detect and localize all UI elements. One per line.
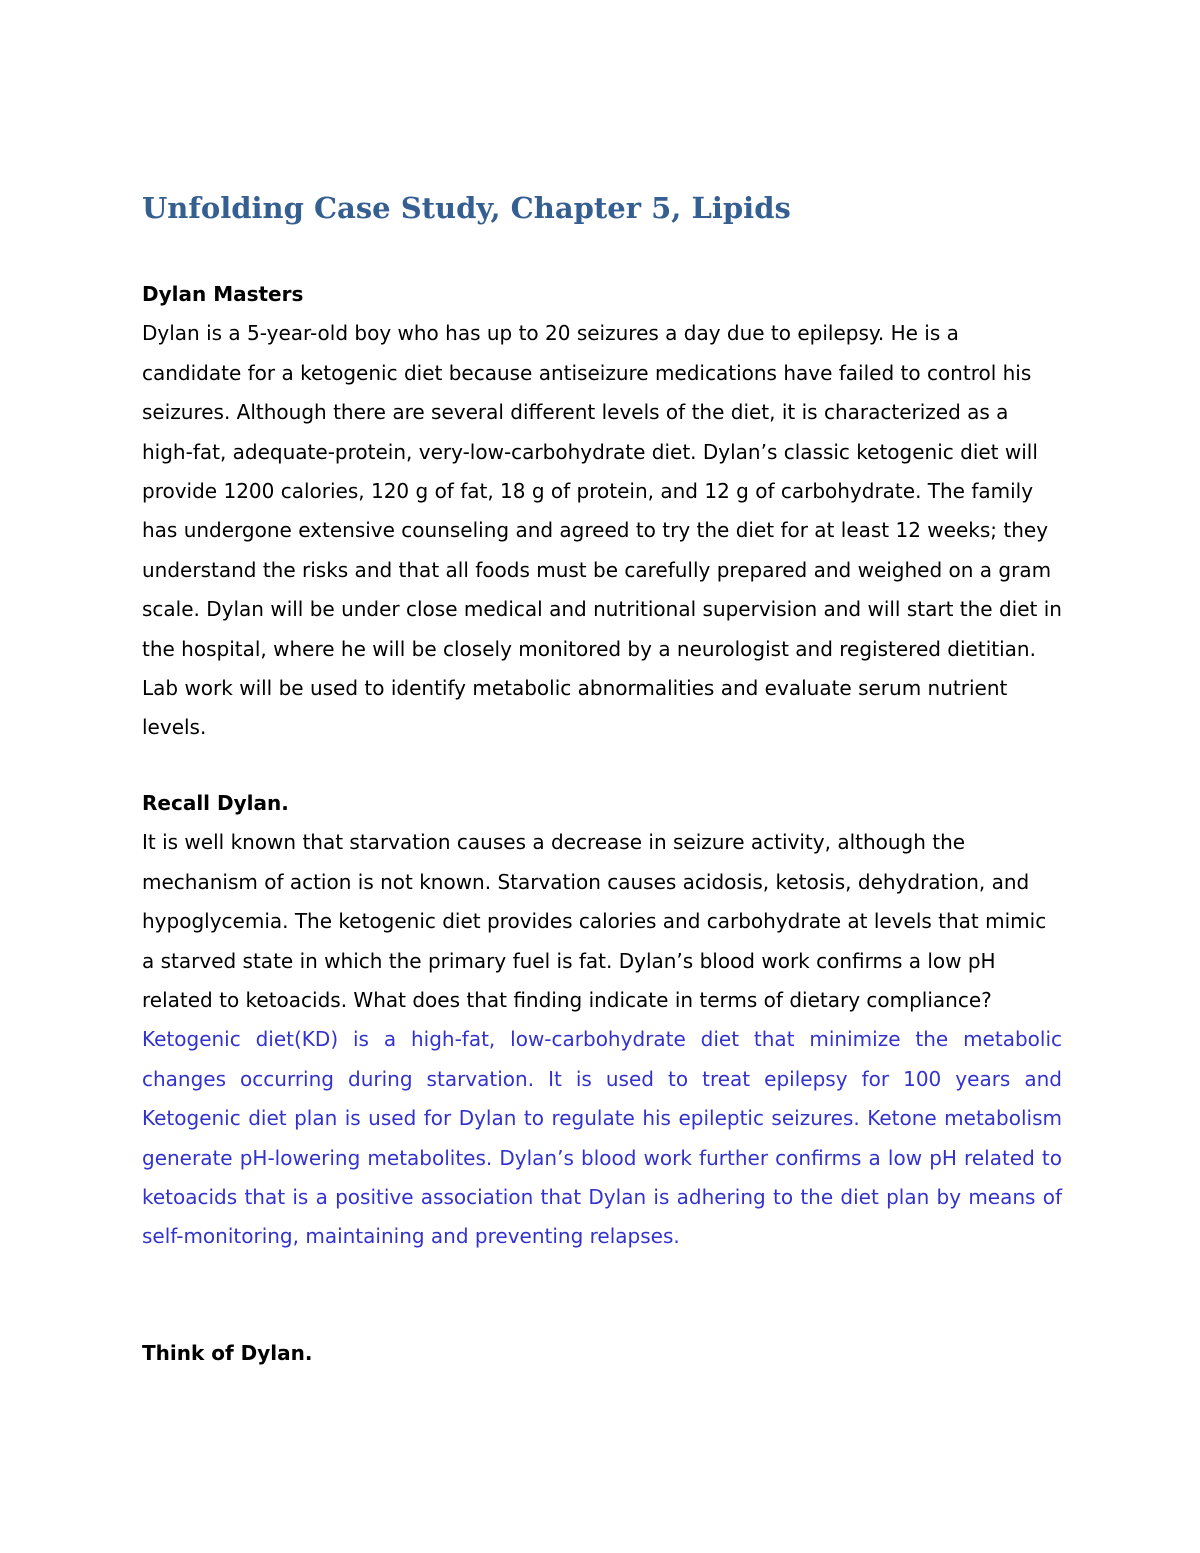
section-think-of-dylan xyxy=(142,1334,1062,1373)
section-recall-dylan xyxy=(142,784,1062,1257)
case-description: Dylan is a 5-year-old boy who has up to 20 seizures a day due to epilepsy. He is a candidate for a ketogenic diet because antiseizure medications have failed to control his seizures. Although there are several different levels of the diet, it is characterized as a high-fat, adequate-protein, very-low-carbohydrate diet. Dylan’s classic ketogenic diet will provide 1200 calories, 120 g of fat, 18 g of protein, and 12 g of carbohydrate. The family has undergone extensive counseling and agreed to try the diet for at least 12 weeks; they understand the risks and that all foods must be carefully prepared and weighed on a gram scale. Dylan will be under close medical and nutritional supervision and will start the diet in the hospital, where he will be closely monitored by a neurologist and registered dietitian. Lab work will be used to identify metabolic abnormalities and evaluate serum nutrient levels. xyxy=(142,321,1062,740)
section-heading-think-of-dylan: Think of Dylan. xyxy=(142,1341,313,1365)
recall-question: It is well known that starvation causes a decrease in seizure activity, although the mechanism of action is not known. Starvation causes acidosis, ketosis, dehydration, and hypoglycemia. The ketogenic diet provides calories and carbohydrate at levels that mimic a starved state in which the primary fuel is fat. Dylan’s blood work confirms a low pH related to ketoacids. What does that finding indicate in terms of dietary compliance? xyxy=(142,830,1047,1013)
document-title: Unfolding Case Study, Chapter 5, Lipids xyxy=(142,191,791,225)
recall-answer: Ketogenic diet(KD) is a high-fat, low-carbohydrate diet that minimize the metabolic changes occurring during starvation. It is used to treat epilepsy for 100 years and Ketogenic diet plan is used for Dylan to regulate his epileptic seizures. Ketone metabolism generate pH-lowering metabolites. Dylan’s blood work further confirms a low pH related to ketoacids that is a positive association that Dylan is adhering to the diet plan by means of self-monitoring, maintaining and preventing relapses. xyxy=(142,1027,1062,1249)
section-heading-dylan-masters: Dylan Masters xyxy=(142,282,304,306)
section-dylan-masters xyxy=(142,275,1062,748)
document-page xyxy=(142,0,1062,1553)
section-heading-recall-dylan: Recall Dylan. xyxy=(142,791,289,815)
